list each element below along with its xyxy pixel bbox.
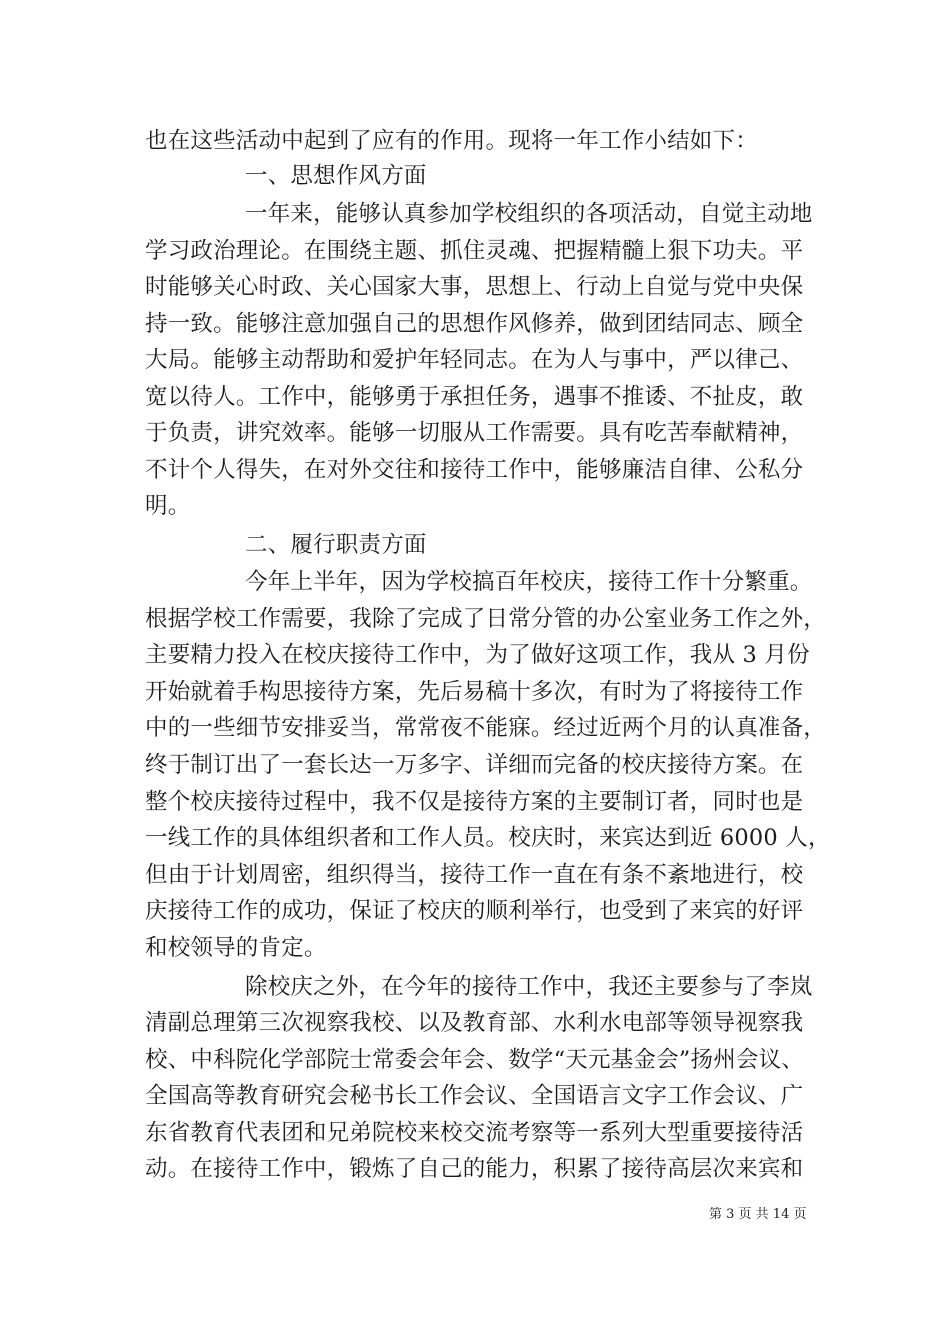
text-line: 时能够关心时政、关心国家大事，思想上、行动上自觉与党中央保 bbox=[145, 274, 804, 300]
text-line: 中的一些细节安排妥当，常常夜不能寐。经过近两个月的认真准备， bbox=[145, 715, 827, 741]
text-line: 持一致。能够注意加强自己的思想作风修养，做到团结同志、顾全 bbox=[145, 311, 804, 337]
text-line: 庆接待工作的成功，保证了校庆的顺利举行，也受到了来宾的好评 bbox=[145, 898, 804, 924]
text-line: 一线工作的具体组织者和工作人员。校庆时，来宾达到近 6000 人， bbox=[145, 825, 831, 851]
section-heading: 一、思想作风方面 bbox=[245, 163, 427, 189]
text-line: 和校领导的肯定。 bbox=[145, 935, 327, 961]
text-line: 根据学校工作需要，我除了完成了日常分管的办公室业务工作之外， bbox=[145, 606, 827, 632]
text-line: 动。在接待工作中，锻炼了自己的能力，积累了接待高层次来宾和 bbox=[145, 1156, 804, 1182]
text-line: 校、中科院化学部院士常委会年会、数学“天元基金会”扬州会议、 bbox=[145, 1047, 805, 1073]
text-line: 明。 bbox=[145, 493, 191, 519]
text-line: 学习政治理论。在围绕主题、抓住灵魂、把握精髓上狠下功夫。平 bbox=[145, 238, 804, 264]
text-line: 终于制订出了一套长达一万多字、详细而完备的校庆接待方案。在 bbox=[145, 752, 804, 778]
section-heading: 二、履行职责方面 bbox=[245, 532, 427, 558]
text-line: 开始就着手构思接待方案，先后易稿十多次，有时为了将接待工作 bbox=[145, 679, 804, 705]
text-line: 今年上半年，因为学校搞百年校庆，接待工作十分繁重。 bbox=[245, 569, 813, 595]
text-line: 整个校庆接待过程中，我不仅是接待方案的主要制订者，同时也是 bbox=[145, 789, 804, 815]
text-line: 东省教育代表团和兄弟院校来校交流考察等一系列大型重要接待活 bbox=[145, 1120, 804, 1146]
text-line: 于负责，讲究效率。能够一切服从工作需要。具有吃苦奉献精神， bbox=[145, 420, 804, 446]
text-line: 除校庆之外，在今年的接待工作中，我还主要参与了李岚 bbox=[245, 974, 813, 1000]
text-line: 全国高等教育研究会秘书长工作会议、全国语言文字工作会议、广 bbox=[145, 1083, 804, 1109]
text-line: 主要精力投入在校庆接待工作中，为了做好这项工作，我从 3 月份 bbox=[145, 642, 810, 668]
text-line: 也在这些活动中起到了应有的作用。现将一年工作小结如下： bbox=[145, 128, 758, 154]
text-line: 大局。能够主动帮助和爱护年轻同志。在为人与事中，严以律己、 bbox=[145, 347, 804, 373]
text-line: 不计个人得失，在对外交往和接待工作中，能够廉洁自律、公私分 bbox=[145, 457, 804, 483]
text-line: 一年来，能够认真参加学校组织的各项活动，自觉主动地 bbox=[245, 201, 813, 227]
text-line: 清副总理第三次视察我校、以及教育部、水利水电部等领导视察我 bbox=[145, 1010, 804, 1036]
text-line: 但由于计划周密，组织得当，接待工作一直在有条不紊地进行，校 bbox=[145, 862, 804, 888]
text-line: 宽以待人。工作中，能够勇于承担任务，遇事不推诿、不扯皮，敢 bbox=[145, 384, 804, 410]
page-footer: 第 3 页 共 14 页 bbox=[709, 1207, 807, 1222]
